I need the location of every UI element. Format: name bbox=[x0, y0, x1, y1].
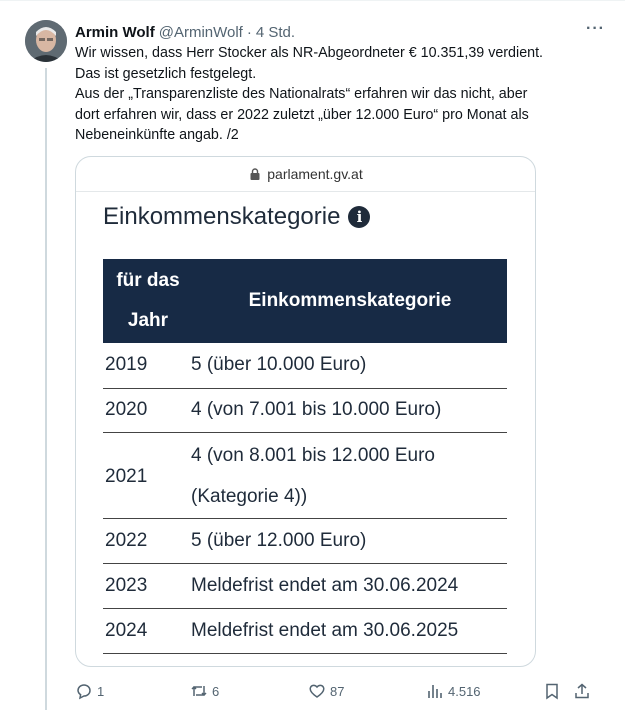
url-bar bbox=[76, 157, 535, 192]
tweet-header bbox=[75, 22, 605, 42]
tweet-line: Wir wissen, dass Herr Stocker als NR-Abgeordneter € 10.351,39 verdient. bbox=[75, 45, 544, 61]
heart-icon bbox=[308, 682, 326, 700]
table-row bbox=[103, 564, 507, 609]
top-separator bbox=[0, 0, 625, 1]
url-text: parlament.gv.at bbox=[267, 166, 363, 182]
analytics-icon bbox=[426, 682, 444, 700]
author-handle[interactable]: @ArminWolf bbox=[158, 23, 243, 41]
tweet-line: Aus der „Transparenzliste des Nationalrats“ erfahren wir das nicht, aber bbox=[75, 86, 528, 102]
like-count: 87 bbox=[330, 683, 345, 699]
row-year: 2020 bbox=[105, 399, 148, 420]
retweet-icon bbox=[190, 682, 208, 700]
retweet-count: 6 bbox=[212, 683, 220, 699]
header-year-line2: Jahr bbox=[127, 310, 169, 331]
more-options-icon[interactable]: ··· bbox=[586, 20, 605, 37]
row-category: 4 (von 7.001 bis 10.000 Euro) bbox=[191, 399, 442, 420]
header-year bbox=[103, 259, 193, 345]
action-bar bbox=[75, 682, 595, 702]
header-category: Einkommenskategorie bbox=[248, 290, 452, 311]
reply-button[interactable] bbox=[75, 682, 104, 700]
media-card[interactable] bbox=[75, 156, 536, 667]
header-year-line1: für das bbox=[116, 270, 180, 291]
like-button[interactable] bbox=[308, 682, 344, 700]
row-category: 5 (über 12.000 Euro) bbox=[191, 530, 367, 551]
avatar-image bbox=[25, 20, 67, 62]
table-row bbox=[103, 519, 507, 564]
row-year: 2024 bbox=[105, 620, 148, 641]
retweet-button[interactable] bbox=[190, 682, 219, 700]
tweet-time[interactable]: 4 Std. bbox=[255, 23, 296, 41]
avatar[interactable] bbox=[25, 20, 67, 62]
info-icon: i bbox=[348, 206, 370, 228]
card-title bbox=[103, 203, 370, 231]
row-year: 2022 bbox=[105, 530, 148, 551]
author-name[interactable]: Armin Wolf bbox=[75, 23, 155, 41]
table-row bbox=[103, 343, 507, 389]
views-count: 4.516 bbox=[448, 683, 481, 699]
table-row bbox=[103, 389, 507, 433]
row-category: Meldefrist endet am 30.06.2024 bbox=[191, 575, 459, 596]
reply-count: 1 bbox=[97, 683, 105, 699]
views-button[interactable] bbox=[426, 682, 481, 700]
row-category: 4 (von 8.001 bis 12.000 Euro bbox=[191, 445, 436, 466]
share-button[interactable] bbox=[573, 682, 591, 700]
bookmark-icon bbox=[543, 682, 561, 700]
tweet-line: Nebeneinkünfte angab. /2 bbox=[75, 127, 239, 143]
thread-line bbox=[45, 68, 47, 710]
row-category: 5 (über 10.000 Euro) bbox=[191, 354, 367, 375]
tweet-text bbox=[75, 43, 605, 146]
share-icon bbox=[573, 682, 591, 700]
row-category: Meldefrist endet am 30.06.2025 bbox=[191, 620, 459, 641]
lock-icon bbox=[248, 167, 262, 181]
row-year: 2019 bbox=[105, 354, 148, 375]
bookmark-button[interactable] bbox=[543, 682, 561, 700]
row-year: 2021 bbox=[105, 466, 148, 487]
table-header bbox=[103, 259, 507, 343]
table-row bbox=[103, 433, 507, 519]
tweet-line: dort erfahren wir, dass er 2022 zuletzt „über 12.000 Euro“ pro Monat als bbox=[75, 106, 529, 123]
row-year: 2023 bbox=[105, 575, 148, 596]
tweet-line: Das ist gesetzlich festgelegt. bbox=[75, 65, 257, 82]
reply-icon bbox=[75, 682, 93, 700]
table-row bbox=[103, 609, 507, 654]
row-category-line2: (Kategorie 4)) bbox=[191, 486, 308, 507]
header-separator: · bbox=[246, 23, 252, 41]
card-title-text: Einkommenskategorie bbox=[103, 203, 341, 230]
